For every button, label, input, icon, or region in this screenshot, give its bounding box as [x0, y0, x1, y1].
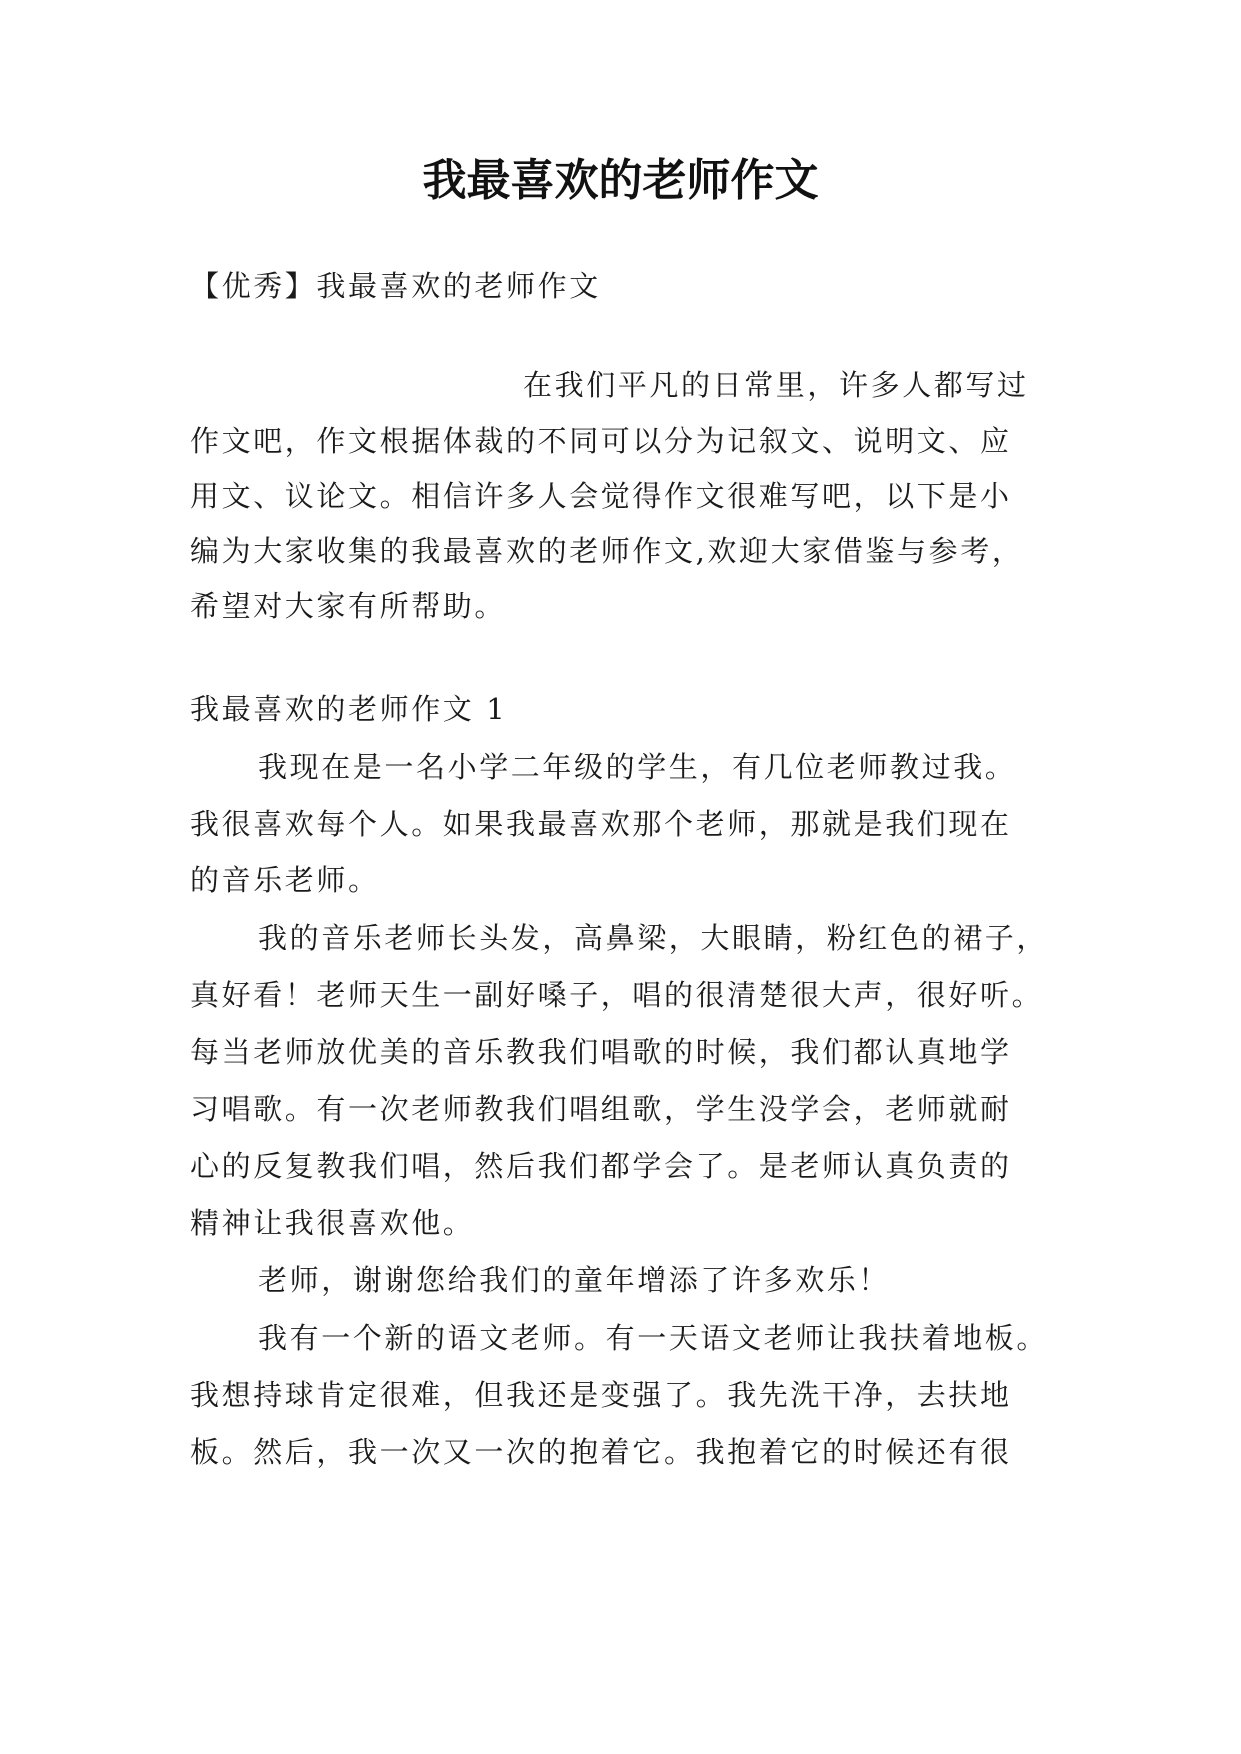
section-heading: 我最喜欢的老师作文 1 [190, 692, 508, 726]
paragraph-line: 老师，谢谢您给我们的童年增添了许多欢乐！ [258, 1263, 891, 1297]
intro-line: 希望对大家有所帮助。 [190, 589, 507, 623]
paragraph-line: 每当老师放优美的音乐教我们唱歌的时候，我们都认真地学 [190, 1035, 1012, 1069]
paragraph-line: 心的反复教我们唱，然后我们都学会了。是老师认真负责的 [190, 1149, 1012, 1183]
intro-line: 编为大家收集的我最喜欢的老师作文,欢迎大家借鉴与参考， [190, 534, 1024, 568]
paragraph-line: 板。然后，我一次又一次的抱着它。我抱着它的时候还有很 [190, 1435, 1012, 1469]
paragraph-line: 的音乐老师。 [190, 863, 380, 897]
paragraph-line: 我很喜欢每个人。如果我最喜欢那个老师，那就是我们现在 [190, 807, 1012, 841]
intro-line: 在我们平凡的日常里，许多人都写过 [523, 368, 1029, 402]
intro-line: 用文、议论文。相信许多人会觉得作文很难写吧，以下是小 [190, 479, 1012, 513]
paragraph-line: 我的音乐老师长头发，高鼻梁，大眼睛，粉红色的裙子， [258, 921, 1049, 955]
document-title: 我最喜欢的老师作文 [422, 155, 819, 206]
document-subtitle: 【优秀】我最喜欢的老师作文 [190, 269, 601, 303]
paragraph-line: 我有一个新的语文老师。有一天语文老师让我扶着地板。 [258, 1321, 1049, 1355]
paragraph-line: 真好看！老师天生一副好嗓子，唱的很清楚很大声，很好听。 [190, 978, 1044, 1012]
paragraph-line: 我现在是一名小学二年级的学生，有几位老师教过我。 [258, 750, 1017, 784]
intro-line: 作文吧，作文根据体裁的不同可以分为记叙文、说明文、应 [190, 424, 1012, 458]
paragraph-line: 习唱歌。有一次老师教我们唱组歌，学生没学会，老师就耐 [190, 1092, 1012, 1126]
paragraph-line: 精神让我很喜欢他。 [190, 1206, 475, 1240]
paragraph-line: 我想持球肯定很难，但我还是变强了。我先洗干净，去扶地 [190, 1378, 1012, 1412]
